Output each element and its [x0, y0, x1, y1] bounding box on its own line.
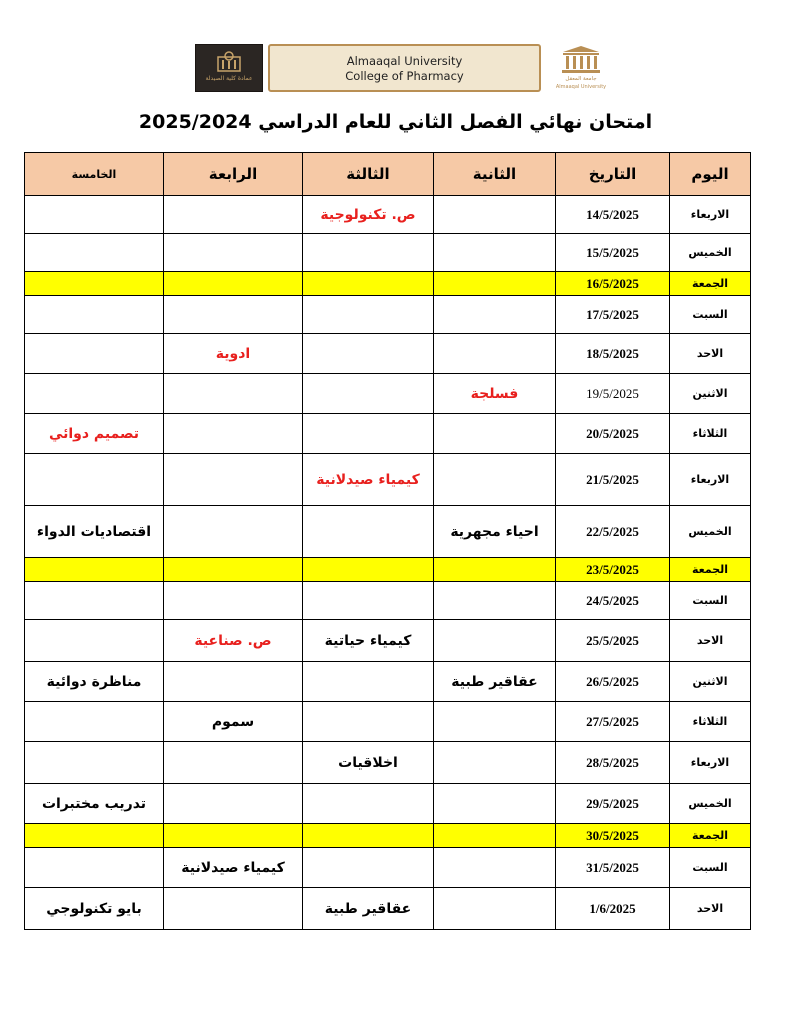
exam-schedule-table	[24, 152, 751, 930]
date-cell: 23/5/2025	[556, 558, 670, 582]
second-stage-cell	[434, 824, 556, 848]
table-row	[25, 582, 751, 620]
second-stage-cell: عقاقير طبية	[434, 662, 556, 702]
third-stage-cell: كيمياء صيدلانية	[303, 454, 434, 506]
fourth-stage-cell	[164, 784, 303, 824]
fourth-stage-cell: ص. صناعية	[164, 620, 303, 662]
day-cell: الاحد	[670, 888, 751, 930]
fourth-stage-cell	[164, 742, 303, 784]
date-cell: 15/5/2025	[556, 234, 670, 272]
table-row	[25, 454, 751, 506]
fifth-stage-cell	[25, 848, 164, 888]
university-name-ar: جامعة المعقل	[565, 76, 597, 82]
fifth-stage-cell: تصميم دوائي	[25, 414, 164, 454]
fifth-stage-cell: تدريب مختبرات	[25, 784, 164, 824]
second-stage-cell	[434, 234, 556, 272]
second-stage-cell	[434, 582, 556, 620]
column-header-fifth: الخامسة	[25, 153, 164, 196]
date-cell: 25/5/2025	[556, 620, 670, 662]
fourth-stage-cell: كيمياء صيدلانية	[164, 848, 303, 888]
table-row	[25, 848, 751, 888]
third-stage-cell	[303, 506, 434, 558]
date-cell: 17/5/2025	[556, 296, 670, 334]
table-row	[25, 272, 751, 296]
date-cell: 18/5/2025	[556, 334, 670, 374]
page-header	[0, 44, 791, 94]
table-row	[25, 414, 751, 454]
fourth-stage-cell	[164, 414, 303, 454]
third-stage-cell: عقاقير طبية	[303, 888, 434, 930]
table-row	[25, 296, 751, 334]
page-title: امتحان نهائي الفصل الثاني للعام الدراسي 2025/2024	[138, 111, 653, 133]
date-cell: 1/6/2025	[556, 888, 670, 930]
day-cell: الثلاثاء	[670, 702, 751, 742]
second-stage-cell	[434, 888, 556, 930]
fourth-stage-cell	[164, 506, 303, 558]
fourth-stage-cell	[164, 582, 303, 620]
fourth-stage-cell: سموم	[164, 702, 303, 742]
fifth-stage-cell	[25, 296, 164, 334]
day-cell: الاثنين	[670, 662, 751, 702]
second-stage-cell	[434, 702, 556, 742]
table-row	[25, 334, 751, 374]
table-row	[25, 234, 751, 272]
second-stage-cell	[434, 784, 556, 824]
second-stage-cell: فسلجة	[434, 374, 556, 414]
date-cell: 16/5/2025	[556, 272, 670, 296]
fourth-stage-cell	[164, 296, 303, 334]
third-stage-cell	[303, 702, 434, 742]
college-logo	[195, 44, 263, 92]
table-row	[25, 742, 751, 784]
date-cell: 24/5/2025	[556, 582, 670, 620]
second-stage-cell	[434, 296, 556, 334]
third-stage-cell: كيمياء حياتية	[303, 620, 434, 662]
column-header-day: اليوم	[670, 153, 751, 196]
date-cell: 19/5/2025	[556, 374, 670, 414]
university-building-icon	[546, 44, 616, 76]
fifth-stage-cell	[25, 702, 164, 742]
table-row	[25, 506, 751, 558]
day-cell: السبت	[670, 296, 751, 334]
fourth-stage-cell	[164, 454, 303, 506]
second-stage-cell	[434, 558, 556, 582]
second-stage-cell	[434, 334, 556, 374]
fifth-stage-cell	[25, 272, 164, 296]
day-cell: الاربعاء	[670, 742, 751, 784]
third-stage-cell	[303, 296, 434, 334]
second-stage-cell	[434, 196, 556, 234]
third-stage-cell	[303, 784, 434, 824]
column-header-third: الثالثة	[303, 153, 434, 196]
fifth-stage-cell	[25, 374, 164, 414]
fifth-stage-cell: مناظرة دوائية	[25, 662, 164, 702]
day-cell: الخميس	[670, 784, 751, 824]
date-cell: 28/5/2025	[556, 742, 670, 784]
third-stage-cell	[303, 374, 434, 414]
date-cell: 20/5/2025	[556, 414, 670, 454]
second-stage-cell: احياء مجهرية	[434, 506, 556, 558]
fourth-stage-cell: ادوية	[164, 334, 303, 374]
fifth-stage-cell	[25, 620, 164, 662]
second-stage-cell	[434, 454, 556, 506]
column-header-second: الثانية	[434, 153, 556, 196]
second-stage-cell	[434, 620, 556, 662]
third-stage-cell	[303, 334, 434, 374]
third-stage-cell: اخلاقيات	[303, 742, 434, 784]
fifth-stage-cell: بايو تكنولوجي	[25, 888, 164, 930]
third-stage-cell	[303, 824, 434, 848]
third-stage-cell	[303, 662, 434, 702]
fourth-stage-cell	[164, 824, 303, 848]
third-stage-cell: ص. تكنولوجية	[303, 196, 434, 234]
table-row	[25, 784, 751, 824]
date-cell: 21/5/2025	[556, 454, 670, 506]
fourth-stage-cell	[164, 662, 303, 702]
date-cell: 26/5/2025	[556, 662, 670, 702]
fifth-stage-cell: اقتصاديات الدواء	[25, 506, 164, 558]
fifth-stage-cell	[25, 196, 164, 234]
third-stage-cell	[303, 582, 434, 620]
day-cell: الثلاثاء	[670, 414, 751, 454]
table-row	[25, 702, 751, 742]
table-header-row	[25, 153, 751, 196]
fifth-stage-cell	[25, 454, 164, 506]
fourth-stage-cell	[164, 888, 303, 930]
day-cell: الاثنين	[670, 374, 751, 414]
third-stage-cell	[303, 558, 434, 582]
university-logo	[546, 44, 616, 92]
second-stage-cell	[434, 272, 556, 296]
third-stage-cell	[303, 234, 434, 272]
banner-university: Almaaqal University	[346, 54, 463, 68]
day-cell: السبت	[670, 582, 751, 620]
banner-college: College of Pharmacy	[345, 69, 464, 83]
second-stage-cell	[434, 848, 556, 888]
date-cell: 30/5/2025	[556, 824, 670, 848]
fourth-stage-cell	[164, 374, 303, 414]
college-emblem-icon	[214, 51, 244, 73]
fifth-stage-cell	[25, 582, 164, 620]
date-cell: 27/5/2025	[556, 702, 670, 742]
date-cell: 31/5/2025	[556, 848, 670, 888]
table-row	[25, 662, 751, 702]
table-row	[25, 558, 751, 582]
table-row	[25, 374, 751, 414]
third-stage-cell	[303, 848, 434, 888]
fourth-stage-cell	[164, 196, 303, 234]
university-name-en: Almaaqal University	[555, 84, 607, 90]
fifth-stage-cell	[25, 558, 164, 582]
day-cell: الجمعة	[670, 824, 751, 848]
fifth-stage-cell	[25, 742, 164, 784]
column-header-date: التاريخ	[556, 153, 670, 196]
table-row	[25, 888, 751, 930]
day-cell: الاحد	[670, 334, 751, 374]
second-stage-cell	[434, 414, 556, 454]
date-cell: 29/5/2025	[556, 784, 670, 824]
fourth-stage-cell	[164, 272, 303, 296]
fifth-stage-cell	[25, 334, 164, 374]
college-banner	[268, 44, 541, 92]
table-row	[25, 196, 751, 234]
fifth-stage-cell	[25, 234, 164, 272]
third-stage-cell	[303, 272, 434, 296]
fourth-stage-cell	[164, 234, 303, 272]
fourth-stage-cell	[164, 558, 303, 582]
column-header-fourth: الرابعة	[164, 153, 303, 196]
fifth-stage-cell	[25, 824, 164, 848]
day-cell: الاربعاء	[670, 454, 751, 506]
third-stage-cell	[303, 414, 434, 454]
date-cell: 22/5/2025	[556, 506, 670, 558]
date-cell: 14/5/2025	[556, 196, 670, 234]
day-cell: السبت	[670, 848, 751, 888]
second-stage-cell	[434, 742, 556, 784]
day-cell: الاربعاء	[670, 196, 751, 234]
day-cell: الجمعة	[670, 558, 751, 582]
day-cell: الجمعة	[670, 272, 751, 296]
table-row	[25, 824, 751, 848]
table-row	[25, 620, 751, 662]
college-logo-text: عمادة كلية الصيدلة	[205, 75, 253, 82]
day-cell: الاحد	[670, 620, 751, 662]
day-cell: الخميس	[670, 506, 751, 558]
day-cell: الخميس	[670, 234, 751, 272]
